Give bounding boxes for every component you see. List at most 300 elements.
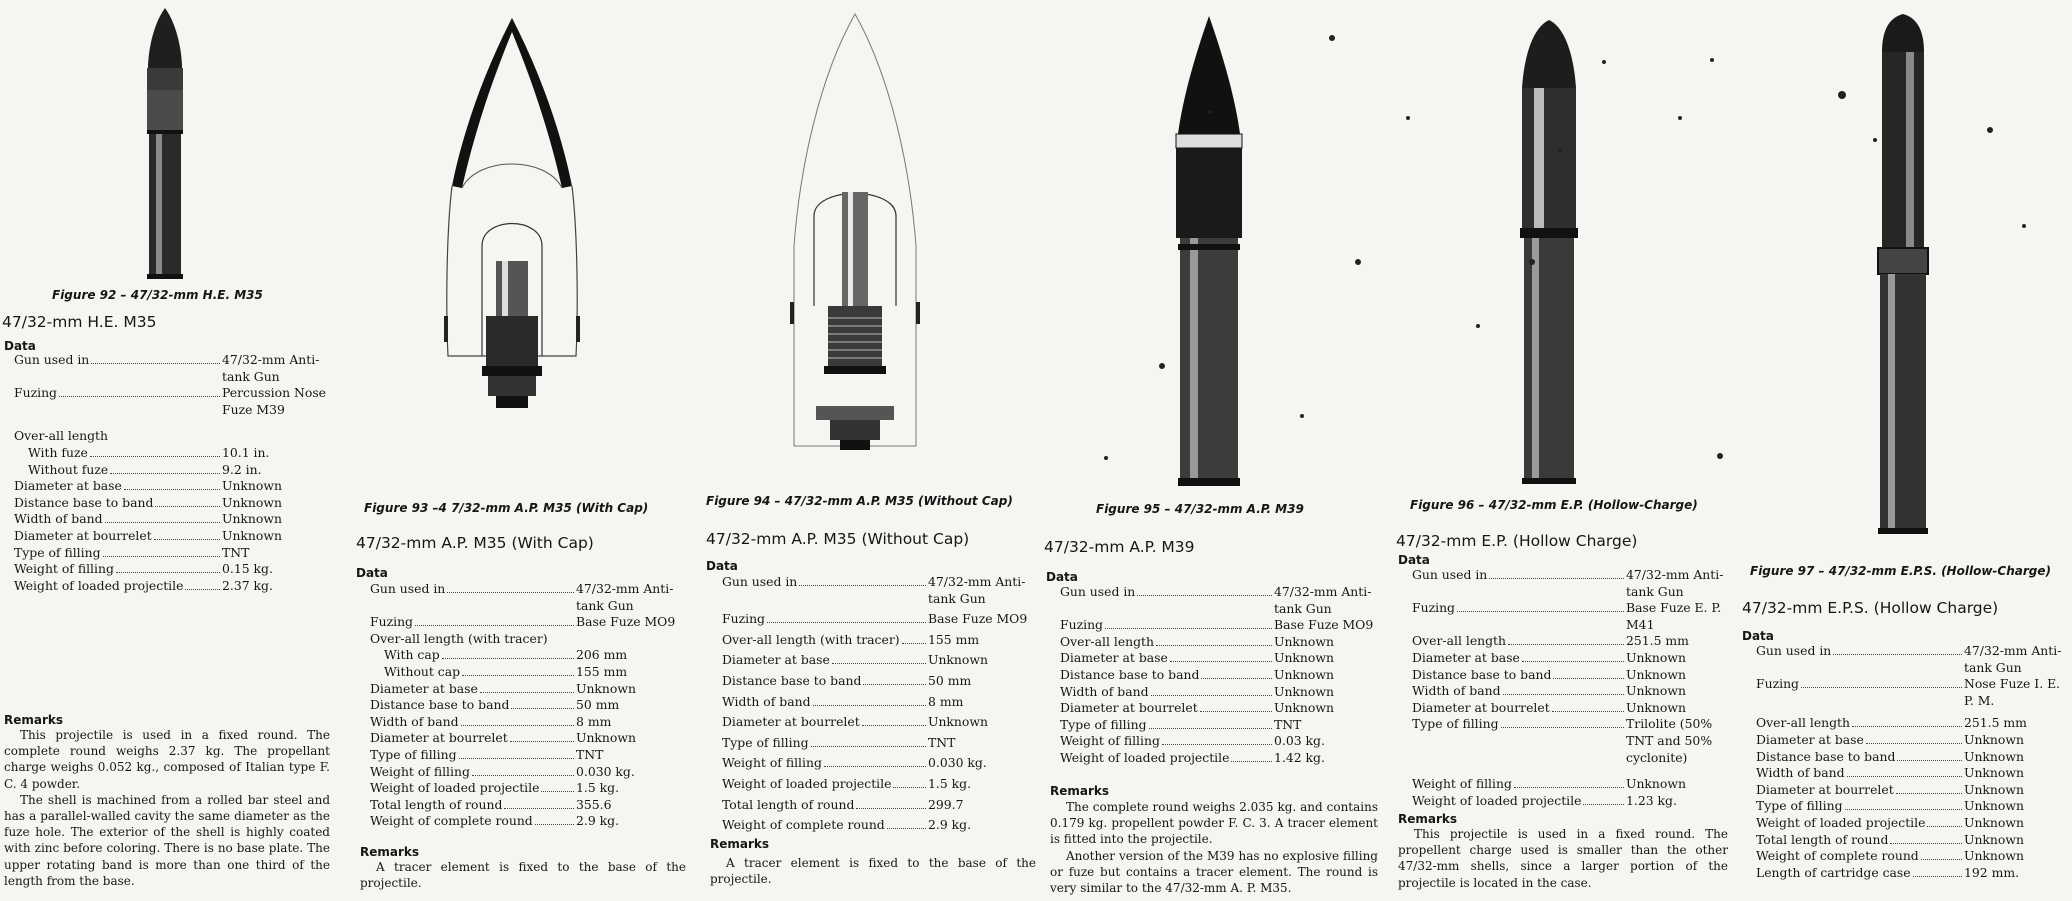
row-value: 1.5 kg. <box>576 780 620 796</box>
row-label: Weight of loaded projectile <box>370 780 540 796</box>
projectile-ap-m35-cap-image <box>442 16 582 486</box>
data-row <box>722 776 1032 793</box>
data-row <box>722 694 1032 711</box>
row-label: Over-all length (with tracer) <box>370 630 548 646</box>
leader-dots <box>1913 865 1962 877</box>
row-label: Distance base to band <box>370 697 510 713</box>
row-label: Fuzing <box>14 385 57 401</box>
leader-dots <box>154 528 220 540</box>
figure-caption: Figure 97 – 47/32-mm E.P.S. (Hollow-Charge) <box>1750 564 2051 578</box>
data-row <box>14 528 326 545</box>
row-label: Diameter at base <box>1756 731 1864 747</box>
row-label: Gun used in <box>1060 584 1136 599</box>
row-label: Diameter at base <box>370 680 478 696</box>
leader-dots <box>1149 717 1272 729</box>
row-value: 155 mm <box>576 663 628 679</box>
leader-dots <box>103 545 220 557</box>
data-row <box>1412 700 1730 717</box>
data-row <box>370 614 680 631</box>
leader-dots <box>90 445 220 457</box>
leader-dots <box>124 478 220 490</box>
row-value: 0.03 kg. <box>1274 733 1325 749</box>
data-row <box>722 797 1032 814</box>
row-label: Weight of loaded projectile <box>722 775 892 791</box>
row-label: Type of filling <box>722 734 809 750</box>
row-label: Type of filling <box>1060 716 1147 732</box>
row-value: 1.23 kg. <box>1626 792 1677 808</box>
remarks-text <box>4 727 330 889</box>
row-value: 0.030 kg. <box>928 755 987 771</box>
leader-dots <box>510 730 574 742</box>
figure-94-illustration <box>770 6 940 476</box>
leader-dots <box>1200 700 1272 712</box>
row-label: With fuze <box>28 444 88 460</box>
leader-dots <box>1514 776 1624 788</box>
remarks-label: Remarks <box>1050 784 1110 798</box>
data-row <box>1756 815 2068 832</box>
leader-dots <box>856 797 926 809</box>
row-value: 47/32-mm Anti-tank Gun <box>1274 584 1372 616</box>
data-row <box>1756 676 2068 709</box>
row-value: TNT <box>1274 716 1302 732</box>
data-row <box>370 714 680 731</box>
leader-dots <box>1170 650 1272 662</box>
data-table <box>722 574 1032 834</box>
leader-dots <box>1921 848 1962 860</box>
figure-caption: Figure 94 – 47/32-mm A.P. M35 (Without Cap) <box>706 494 1013 508</box>
data-row <box>14 511 326 528</box>
leader-dots <box>1162 733 1272 745</box>
row-label: Diameter at bourrelet <box>1060 700 1198 716</box>
row-value: Base Fuze MO9 <box>1274 617 1374 633</box>
row-value: 47/32-mm Anti-tank Gun <box>928 574 1026 606</box>
data-row <box>370 581 680 614</box>
remarks-text <box>710 855 1036 887</box>
data-row <box>370 797 680 814</box>
data-row <box>370 631 680 648</box>
data-row <box>1060 733 1378 750</box>
remarks-text <box>360 859 686 891</box>
data-row <box>14 352 326 385</box>
data-label: Data <box>1398 553 1430 567</box>
row-value: TNT <box>576 746 604 762</box>
row-label: Total length of round <box>370 796 503 812</box>
row-label: Fuzing <box>1412 600 1455 616</box>
data-row <box>1756 749 2068 766</box>
row-label: Weight of loaded projectile <box>1412 792 1582 808</box>
leader-dots <box>1897 749 1962 761</box>
leader-dots <box>1151 684 1272 696</box>
row-label: Width of band <box>1412 683 1501 699</box>
leader-dots <box>1927 815 1962 827</box>
data-row <box>1060 750 1378 767</box>
row-value: 251.5 mm <box>1626 633 1689 649</box>
row-value: Unknown <box>1274 700 1334 716</box>
figure-96-illustration <box>1504 18 1594 488</box>
data-row <box>1412 776 1730 793</box>
row-label: With cap <box>384 647 440 663</box>
leader-dots <box>811 735 926 747</box>
data-label: Data <box>4 339 36 353</box>
row-label: Distance base to band <box>1756 748 1896 764</box>
leader-dots <box>155 495 220 507</box>
data-table <box>1756 643 2068 881</box>
row-value: TNT <box>222 544 250 560</box>
row-label: Over-all length (with tracer) <box>722 631 900 647</box>
row-value: 251.5 mm <box>1964 715 2027 731</box>
row-value: Unknown <box>1626 776 1686 792</box>
row-value: Base Fuze MO9 <box>576 614 676 630</box>
remarks-paragraph: This projectile is used in a fixed round. The complete round weighs 2.37 kg. The propellant charge weighs 0.052 kg., composed of Italian type F. C. 4 powder. <box>4 728 330 791</box>
row-label: Distance base to band <box>1412 666 1552 682</box>
data-row <box>14 462 326 479</box>
data-row <box>370 647 680 664</box>
row-value: Unknown <box>222 478 282 494</box>
row-value: 1.42 kg. <box>1274 749 1325 765</box>
data-row <box>14 578 326 595</box>
data-row <box>370 664 680 681</box>
leader-dots <box>1801 676 1962 688</box>
row-label: Width of band <box>370 713 459 729</box>
leader-dots <box>511 697 574 709</box>
row-value: 10.1 in. <box>222 444 270 460</box>
leader-dots <box>862 714 926 726</box>
data-row <box>1060 584 1378 617</box>
leader-dots <box>824 755 926 767</box>
row-label: Diameter at base <box>14 478 122 494</box>
data-row <box>14 545 326 562</box>
data-row <box>14 428 326 445</box>
row-label: Type of filling <box>14 544 101 560</box>
row-value: Unknown <box>1274 683 1334 699</box>
row-value: Percussion Nose Fuze M39 <box>222 385 327 417</box>
row-label: Weight of filling <box>1060 733 1160 749</box>
leader-dots <box>480 681 574 693</box>
row-label: Width of band <box>1756 765 1845 781</box>
row-value: Unknown <box>1626 699 1686 715</box>
section-title: 47/32-mm A.P. M35 (With Cap) <box>356 534 594 552</box>
figure-92-illustration <box>120 6 210 281</box>
data-label: Data <box>356 566 388 580</box>
projectile-ap-m39-image <box>1164 14 1254 490</box>
leader-dots <box>472 764 574 776</box>
data-row <box>1756 865 2068 882</box>
leader-dots <box>459 747 574 759</box>
leader-dots <box>1231 750 1272 762</box>
row-value: 47/32-mm Anti-tank Gun <box>576 581 674 613</box>
row-value: 47/32-mm Anti-tank Gun <box>1626 567 1724 599</box>
row-label: Width of band <box>14 511 103 527</box>
data-table <box>370 581 680 830</box>
row-label: Over-all length <box>1060 633 1155 649</box>
figure-95-illustration <box>1164 14 1254 490</box>
data-row <box>1412 667 1730 684</box>
remarks-label: Remarks <box>4 713 64 727</box>
data-row <box>722 735 1032 752</box>
column-ep-hollow-charge <box>1394 0 1734 901</box>
row-label: Diameter at bourrelet <box>722 714 860 730</box>
row-label: Weight of filling <box>370 763 470 779</box>
leader-dots <box>59 385 220 397</box>
remarks-paragraph: Another version of the M39 has no explosive filling or fuze but contains a tracer element. The round is very similar to the 47/32-mm A. P. M35. <box>1050 848 1378 896</box>
data-row <box>1060 667 1378 684</box>
row-value: 192 mm. <box>1964 864 2020 880</box>
data-label: Data <box>1046 570 1078 584</box>
column-ap-m39 <box>1044 0 1384 901</box>
projectile-ep-image <box>1504 18 1594 488</box>
row-label: Distance base to band <box>1060 666 1200 682</box>
remarks-label: Remarks <box>360 845 420 859</box>
data-row <box>1756 715 2068 732</box>
data-row <box>1412 716 1730 766</box>
leader-dots <box>504 797 574 809</box>
leader-dots <box>832 652 926 664</box>
row-label: Weight of filling <box>14 561 114 577</box>
leader-dots <box>1845 798 1962 810</box>
leader-dots <box>1890 832 1962 844</box>
leader-dots <box>1156 634 1272 646</box>
row-value: Unknown <box>222 527 282 543</box>
figure-97-illustration <box>1858 12 1948 537</box>
section-title: 47/32-mm E.P. (Hollow Charge) <box>1396 532 1638 550</box>
data-row <box>722 755 1032 772</box>
row-label: Total length of round <box>1756 831 1889 847</box>
data-row <box>722 714 1032 731</box>
row-value: Unknown <box>1964 748 2024 764</box>
projectile-ap-m35-nocap-image <box>770 6 940 476</box>
data-row <box>370 681 680 698</box>
row-value: Unknown <box>1964 781 2024 797</box>
row-value: Trilolite (50% TNT and 50% cyclonite) <box>1626 716 1713 765</box>
row-label: Gun used in <box>1756 643 1832 658</box>
leader-dots <box>415 614 574 626</box>
row-value: Unknown <box>1626 683 1686 699</box>
remarks-label: Remarks <box>1398 812 1458 826</box>
data-row <box>14 495 326 512</box>
data-row <box>722 652 1032 669</box>
data-row <box>370 697 680 714</box>
leader-dots <box>116 561 220 573</box>
data-table <box>1060 584 1378 767</box>
row-label: Over-all length <box>14 428 109 444</box>
row-value: 2.9 kg. <box>576 813 620 829</box>
leader-dots <box>1866 732 1962 744</box>
leader-dots <box>799 574 926 586</box>
leader-dots <box>1833 643 1962 655</box>
leader-dots <box>462 664 574 676</box>
row-label: Distance base to band <box>722 672 862 688</box>
row-label: Fuzing <box>1060 617 1103 633</box>
data-row <box>1060 717 1378 734</box>
data-row <box>370 780 680 797</box>
row-value: Unknown <box>576 730 636 746</box>
data-row <box>1756 832 2068 849</box>
row-label: Weight of loaded projectile <box>1060 749 1230 765</box>
leader-dots <box>1552 700 1624 712</box>
leader-dots <box>1489 567 1624 579</box>
data-row <box>1060 700 1378 717</box>
leader-dots <box>442 647 574 659</box>
data-row <box>14 561 326 578</box>
row-value: Base Fuze MO9 <box>928 611 1028 627</box>
data-label: Data <box>1742 629 1774 643</box>
column-he-m35 <box>0 0 330 901</box>
column-ap-m35-without-cap <box>700 0 1040 901</box>
data-row <box>1060 650 1378 667</box>
data-row <box>370 764 680 781</box>
figure-caption: Figure 92 – 47/32-mm H.E. M35 <box>52 288 263 302</box>
row-label: Weight of loaded projectile <box>1756 814 1926 830</box>
row-value: Unknown <box>1964 848 2024 864</box>
row-value: Unknown <box>1964 765 2024 781</box>
row-label: Type of filling <box>1412 716 1499 732</box>
row-value: 50 mm <box>576 697 620 713</box>
row-value: Unknown <box>576 680 636 696</box>
column-eps-hollow-charge <box>1738 0 2072 901</box>
remarks-paragraph: A tracer element is fixed to the base of the projectile. <box>360 860 686 891</box>
row-value: 0.030 kg. <box>576 763 635 779</box>
row-value: Unknown <box>1626 666 1686 682</box>
row-label: Over-all length <box>1756 715 1851 731</box>
data-row <box>1756 798 2068 815</box>
remarks-paragraph: This projectile is used in a fixed round. The propellent charge used is smaller than the other 47/32-mm shells, since a larger portion of the projectile is located in the case. <box>1398 827 1728 890</box>
leader-dots <box>1501 716 1624 728</box>
row-value: 1.5 kg. <box>928 775 972 791</box>
leader-dots <box>887 817 926 829</box>
row-value: Unknown <box>1274 650 1334 666</box>
data-row <box>1412 650 1730 667</box>
data-row <box>370 747 680 764</box>
data-row <box>1412 600 1730 633</box>
leader-dots <box>1847 765 1962 777</box>
row-value: Unknown <box>1964 814 2024 830</box>
row-label: Fuzing <box>722 611 765 627</box>
row-value: Unknown <box>1964 831 2024 847</box>
row-value: Unknown <box>928 652 988 668</box>
row-label: Without cap <box>384 663 461 679</box>
row-value: 2.37 kg. <box>222 577 273 593</box>
leader-dots <box>863 673 926 685</box>
remarks-paragraph: A tracer element is fixed to the base of the projectile. <box>710 856 1036 887</box>
row-label: Diameter at bourrelet <box>1756 781 1894 797</box>
leader-dots <box>91 352 220 364</box>
remarks-text <box>1050 799 1378 896</box>
leader-dots <box>767 611 926 623</box>
data-row <box>1756 643 2068 676</box>
row-value: Unknown <box>1274 633 1334 649</box>
section-title: 47/32-mm H.E. M35 <box>2 313 157 331</box>
row-value: 47/32-mm Anti-tank Gun <box>1964 643 2062 675</box>
row-value: Unknown <box>928 714 988 730</box>
data-row <box>722 817 1032 834</box>
row-label: Fuzing <box>370 614 413 630</box>
data-row <box>1756 765 2068 782</box>
row-value: 155 mm <box>928 631 980 647</box>
figure-93-illustration <box>442 16 582 486</box>
row-label: Width of band <box>722 693 811 709</box>
leader-dots <box>105 511 220 523</box>
figure-caption: Figure 96 – 47/32-mm E.P. (Hollow-Charge) <box>1410 498 1698 512</box>
data-row <box>1412 567 1730 600</box>
leader-dots <box>1522 650 1624 662</box>
section-title: 47/32-mm A.P. M39 <box>1044 538 1195 556</box>
row-value: 50 mm <box>928 672 972 688</box>
data-row <box>1756 848 2068 865</box>
row-value: 0.15 kg. <box>222 561 273 577</box>
data-row <box>722 632 1032 649</box>
leader-dots <box>1503 683 1624 695</box>
row-value: Unknown <box>1626 649 1686 665</box>
leader-dots <box>1852 715 1962 727</box>
row-value: 9.2 in. <box>222 461 262 477</box>
row-value: Unknown <box>1274 666 1334 682</box>
leader-dots <box>1896 782 1962 794</box>
leader-dots <box>813 694 926 706</box>
leader-dots <box>185 578 220 590</box>
row-value: 206 mm <box>576 647 628 663</box>
row-label: Weight of complete round <box>1756 848 1919 864</box>
data-row <box>370 730 680 747</box>
leader-dots <box>1457 600 1624 612</box>
leader-dots <box>541 780 574 792</box>
row-label: Diameter at bourrelet <box>370 730 508 746</box>
row-label: Weight of complete round <box>370 813 533 829</box>
data-table <box>1412 567 1730 809</box>
row-value: Unknown <box>1964 798 2024 814</box>
row-value: Nose Fuze I. E. P. M. <box>1964 676 2061 708</box>
leader-dots <box>535 813 574 825</box>
data-row <box>1412 683 1730 700</box>
data-row <box>1060 617 1378 634</box>
row-value: Base Fuze E. P. M41 <box>1626 600 1722 632</box>
row-label: Over-all length <box>1412 633 1507 649</box>
row-label: Weight of complete round <box>722 817 885 833</box>
row-label: Type of filling <box>370 746 457 762</box>
leader-dots <box>902 632 926 644</box>
data-row <box>14 385 326 418</box>
row-value: Unknown <box>1964 731 2024 747</box>
leader-dots <box>1508 633 1624 645</box>
row-value: Unknown <box>222 511 282 527</box>
column-ap-m35-with-cap <box>352 0 692 901</box>
section-title: 47/32-mm E.P.S. (Hollow Charge) <box>1742 599 1999 617</box>
row-label: Diameter at base <box>722 652 830 668</box>
data-row <box>1412 633 1730 650</box>
data-row <box>722 611 1032 628</box>
row-label: Diameter at base <box>1060 650 1168 666</box>
row-label: Gun used in <box>14 352 90 367</box>
row-label: Diameter at bourrelet <box>14 527 152 543</box>
row-value: 47/32-mm Anti-tank Gun <box>222 352 320 384</box>
data-row <box>1756 732 2068 749</box>
data-row <box>1060 634 1378 651</box>
data-row <box>14 445 326 462</box>
leader-dots <box>1137 584 1272 596</box>
leader-dots <box>110 462 220 474</box>
row-label: Width of band <box>1060 683 1149 699</box>
data-row <box>1756 782 2068 799</box>
projectile-he-m35-image <box>120 6 210 281</box>
data-row <box>1412 793 1730 810</box>
row-label: Weight of loaded projectile <box>14 577 184 593</box>
row-value: 8 mm <box>576 713 612 729</box>
row-label: Diameter at base <box>1412 649 1520 665</box>
row-value: 299.7 <box>928 796 964 812</box>
row-label: Type of filling <box>1756 798 1843 814</box>
row-label: Gun used in <box>722 574 798 589</box>
leader-dots <box>1105 617 1272 629</box>
row-label: Gun used in <box>1412 567 1488 582</box>
